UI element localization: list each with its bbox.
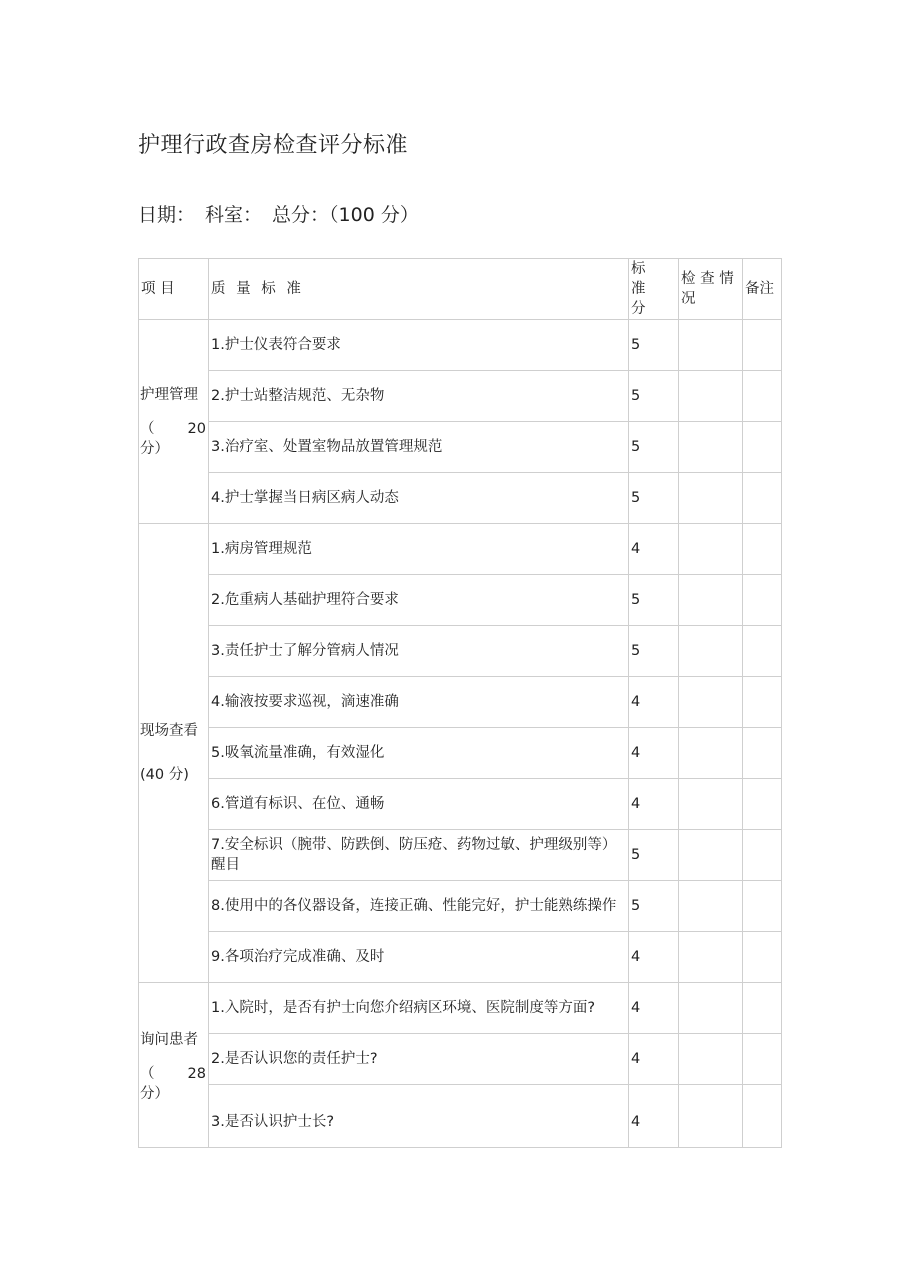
score-cell: 5 <box>629 830 679 881</box>
standard-cell: 2.是否认识您的责任护士? <box>209 1034 629 1085</box>
check-cell[interactable] <box>679 1034 743 1085</box>
remark-cell[interactable] <box>743 320 782 371</box>
score-cell: 5 <box>629 320 679 371</box>
remark-cell[interactable] <box>743 779 782 830</box>
remark-cell[interactable] <box>743 1085 782 1148</box>
standard-cell: 1.入院时，是否有护士向您介绍病区环境、医院制度等方面? <box>209 983 629 1034</box>
check-cell[interactable] <box>679 422 743 473</box>
remark-cell[interactable] <box>743 728 782 779</box>
table-row <box>139 473 782 524</box>
check-cell[interactable] <box>679 371 743 422</box>
score-cell: 5 <box>629 473 679 524</box>
score-cell: 4 <box>629 524 679 575</box>
table-header-row <box>139 259 782 320</box>
header-standard: 质 量 标 准 <box>209 259 629 320</box>
standard-cell: 3.责任护士了解分管病人情况 <box>209 626 629 677</box>
group-cell-onsite-inspection <box>139 524 209 983</box>
meta-line <box>138 200 419 227</box>
group-score: （ 20 <box>140 420 206 437</box>
check-cell[interactable] <box>679 881 743 932</box>
table-row <box>139 626 782 677</box>
table-row <box>139 830 782 881</box>
table-row <box>139 575 782 626</box>
header-score: 标 准 分 <box>629 259 679 320</box>
group-name: 询问患者 <box>140 1032 198 1048</box>
group-name: 现场查看 <box>140 723 198 739</box>
table-row <box>139 1034 782 1085</box>
remark-cell[interactable] <box>743 1034 782 1085</box>
score-cell: 4 <box>629 728 679 779</box>
score-cell: 4 <box>629 932 679 983</box>
group-score: （ 28 <box>140 1066 206 1082</box>
standard-cell: 3.是否认识护士长? <box>209 1085 629 1148</box>
standard-cell: 2.危重病人基础护理符合要求 <box>209 575 629 626</box>
standard-cell: 5.吸氧流量准确，有效湿化 <box>209 728 629 779</box>
header-check: 检 查 情 况 <box>679 259 743 320</box>
standard-cell: 2.护士站整洁规范、无杂物 <box>209 371 629 422</box>
remark-cell[interactable] <box>743 932 782 983</box>
remark-cell[interactable] <box>743 881 782 932</box>
table-row <box>139 677 782 728</box>
score-cell: 4 <box>629 779 679 830</box>
remark-cell[interactable] <box>743 473 782 524</box>
check-cell[interactable] <box>679 473 743 524</box>
standard-cell: 8.使用中的各仪器设备，连接正确、性能完好，护士能熟练操作 <box>209 881 629 932</box>
date-label: 日期： <box>138 204 196 226</box>
remark-cell[interactable] <box>743 677 782 728</box>
table-row <box>139 779 782 830</box>
score-table <box>138 258 782 1148</box>
score-cell: 4 <box>629 983 679 1034</box>
check-cell[interactable] <box>679 932 743 983</box>
table-row <box>139 320 782 371</box>
check-cell[interactable] <box>679 626 743 677</box>
table-row <box>139 932 782 983</box>
group-name: 护理管理 <box>140 386 198 403</box>
remark-cell[interactable] <box>743 524 782 575</box>
standard-cell: 6.管道有标识、在位、通畅 <box>209 779 629 830</box>
group-cell-patient-inquiry: 询问患者 （ 28 分） <box>139 983 209 1148</box>
dept-label: 科室： <box>205 204 263 226</box>
table-row <box>139 728 782 779</box>
standard-cell: 9.各项治疗完成准确、及时 <box>209 932 629 983</box>
group-score: (40 分) <box>140 767 189 783</box>
table-row <box>139 371 782 422</box>
check-cell[interactable] <box>679 320 743 371</box>
check-cell[interactable] <box>679 728 743 779</box>
score-cell: 5 <box>629 626 679 677</box>
standard-cell: 3.治疗室、处置室物品放置管理规范 <box>209 422 629 473</box>
table-row <box>139 1085 782 1148</box>
check-cell[interactable] <box>679 524 743 575</box>
score-cell: 5 <box>629 371 679 422</box>
standard-cell: 1.病房管理规范 <box>209 524 629 575</box>
table-row <box>139 422 782 473</box>
check-cell[interactable] <box>679 575 743 626</box>
remark-cell[interactable] <box>743 422 782 473</box>
score-cell: 4 <box>629 677 679 728</box>
table-row <box>139 881 782 932</box>
header-remark: 备注 <box>743 259 782 320</box>
check-cell[interactable] <box>679 677 743 728</box>
table-row <box>139 983 782 1034</box>
score-cell: 5 <box>629 422 679 473</box>
standard-cell: 7.安全标识（腕带、防跌倒、防压疮、药物过敏、护理级别等）醒目 <box>209 830 629 881</box>
remark-cell[interactable] <box>743 575 782 626</box>
group-cell-nursing-management: 护理管理 （ 20 分） <box>139 320 209 524</box>
check-cell[interactable] <box>679 983 743 1034</box>
check-cell[interactable] <box>679 1085 743 1148</box>
standard-cell: 4.输液按要求巡视，滴速准确 <box>209 677 629 728</box>
header-item: 项 目 <box>139 259 209 320</box>
standard-cell: 4.护士掌握当日病区病人动态 <box>209 473 629 524</box>
check-cell[interactable] <box>679 830 743 881</box>
score-cell: 5 <box>629 881 679 932</box>
score-cell: 4 <box>629 1034 679 1085</box>
check-cell[interactable] <box>679 779 743 830</box>
remark-cell[interactable] <box>743 983 782 1034</box>
table-row <box>139 524 782 575</box>
standard-cell: 1.护士仪表符合要求 <box>209 320 629 371</box>
total-score-label: 总分：（100 分） <box>272 204 419 226</box>
page-title: 护理行政查房检查评分标准 <box>138 133 409 158</box>
remark-cell[interactable] <box>743 830 782 881</box>
remark-cell[interactable] <box>743 626 782 677</box>
remark-cell[interactable] <box>743 371 782 422</box>
score-cell: 5 <box>629 575 679 626</box>
score-cell: 4 <box>629 1085 679 1148</box>
